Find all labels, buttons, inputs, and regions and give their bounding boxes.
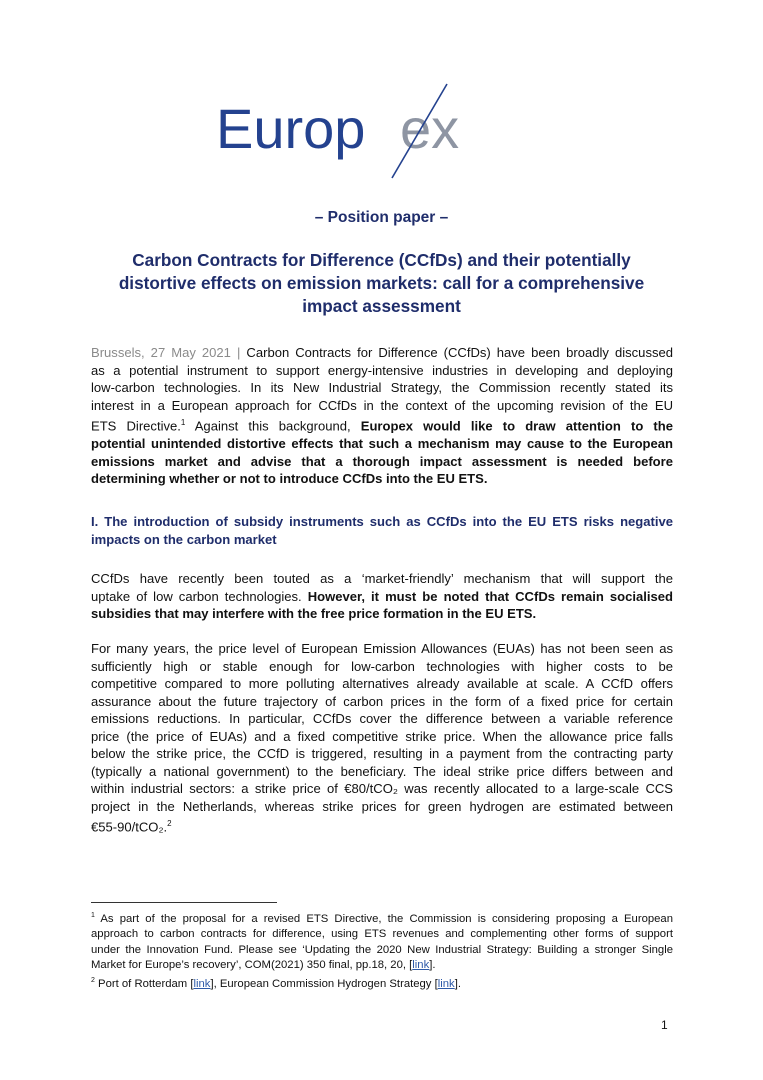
document-kicker: – Position paper – [314,209,449,226]
footnote-ref[interactable]: 2 [167,819,172,829]
page-number: 1 [661,1018,668,1032]
footnotes: $^1$ As part of the proposal for a revised ETS Directive, the Commission is considering proposing a European approach to carbon contracts for difference, using ETS revenues and complementing other forms of support under the Innovation Fund. Please see ‘Updating the 2020 New Industrial Strategy: Building a stronger Single Market for Europe’s recovery’, COM(2021) 350 final, pp.18, 20, [link]. $^2$ Port of Rotterdam [link], European Commission Hydrogen Strategy [link]. [91,908,673,993]
logo-text-right: ex [400,97,460,160]
footnote-divider [91,902,277,903]
paragraph-eua-price: For many years, the price level of European Emission Allowances (EUAs) has not been seen as sufficiently high or stable enough for low-carbon technologies with higher costs to be competitive compared to more polluting alternatives already available at scale. A CCfD offers assurance about the future trajectory of carbon prices in the form of a fixed price for certain emissions reductions. In particular, CCfDs cover the difference between a variable reference price (the price of EUAs) and a fixed competitive strike price. When the allowance price falls below the strike price, the CCfD is triggered, resulting in a payment from the contracting party (typically a national government) to the beneficiary. The ideal strike price differs between and within industrial sectors: a strike price of €80/tCO₂ was recently allocated to a large-scale CCS project in the Netherlands, whereas strike prices for green hydrogen are estimated between €55-90/tCO₂.$^2$ [91,641,673,835]
footnote-1: $^1$ As part of the proposal for a revised ETS Directive, the Commission is considering proposing a European [91,912,673,925]
europex-logo [214,80,514,180]
title-line: impact assessment [302,296,461,316]
paragraph-ccfd-market-friendly: CCfDs have recently been touted as a ‘market-friendly’ mechanism that will support the uptake of low carbon technologies. However, it must be noted that CCfDs remain socialised subsidies that may interfere with the free price formation in the EU ETS. [91,571,673,622]
footnote-ref[interactable]: 1 [180,418,186,428]
document-title [90,249,673,318]
section-heading: I. The introduction of subsidy instruments such as CCfDs into the EU ETS risks negative impacts on the carbon market [91,514,673,547]
footnote-2: $^2$ Port of Rotterdam [link], European Commission Hydrogen Strategy [link]. [91,977,461,991]
dateline: Brussels, 27 May 2021 | [91,345,241,360]
title-line: Carbon Contracts for Difference (CCfDs) and their potentially [132,250,631,270]
footnote-link[interactable]: link [412,958,430,971]
title-line: distortive effects on emission markets: call for a comprehensive [118,273,645,293]
europex-logo-mark [214,80,514,180]
intro-paragraph: Brussels, 27 May 2021 | Carbon Contracts for Difference (CCfDs) have been broadly discussed as a potential instrument to support energy-intensive industries in developing and deploying low-carbon technologies. In its New Industrial Strategy, the Commission recently stated its interest in a European approach for CCfDs in the context of the upcoming revision of the EU ETS Directive.$^1$ Against this background, Europex would like to draw attention to the potential unintended distortive effects that such a mechanism may cause to the European emissions market and advise that a thorough impact assessment is needed before determining whether or not to introduce CCfDs into the EU ETS. [91,345,674,487]
footnote-link[interactable]: link [193,978,211,991]
footnote-link[interactable]: link [437,978,455,991]
logo-text-left: Europ [216,97,366,160]
